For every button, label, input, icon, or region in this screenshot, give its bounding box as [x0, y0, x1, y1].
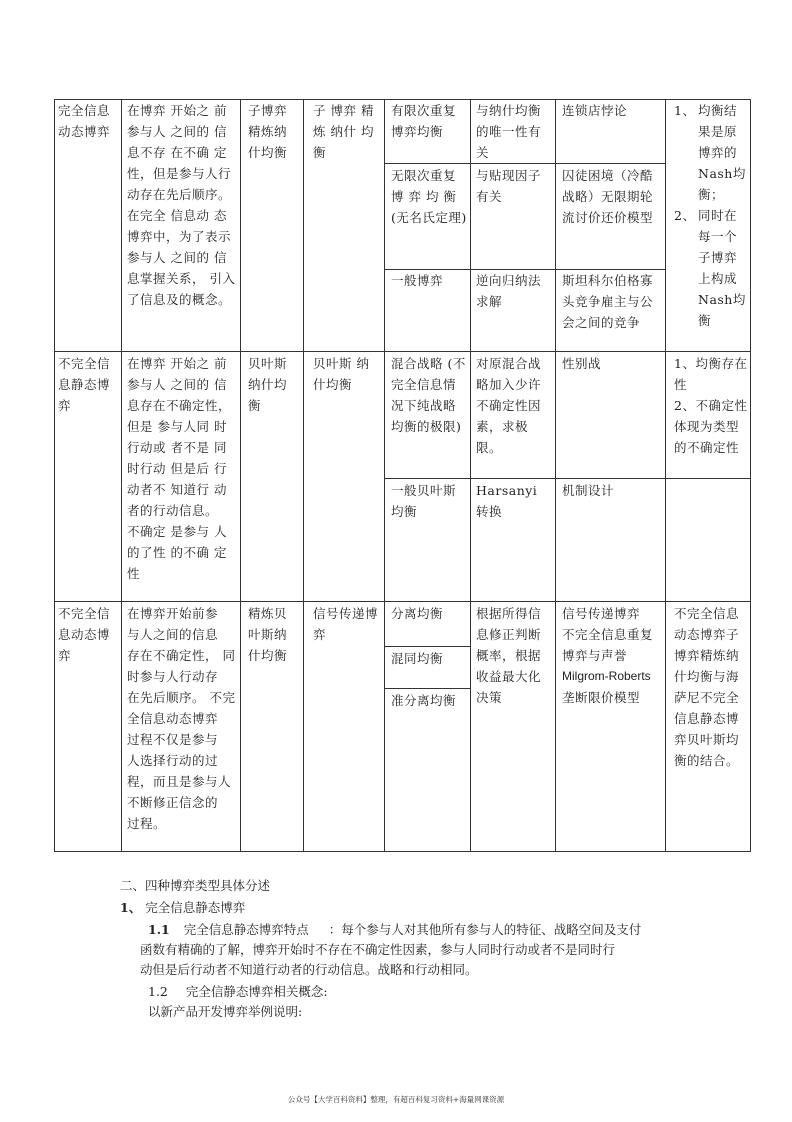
subtype-feature: 与贴现因子有关: [476, 168, 542, 204]
subtype-kind: 有限次重复博弈均衡: [391, 103, 457, 139]
desc-line: 不确定 是参与 人: [127, 524, 227, 539]
example-line: Milgrom-Roberts: [562, 669, 651, 683]
item-label: 完全信息静态博弈特点: [183, 922, 309, 937]
table-row-divider: [54, 351, 750, 352]
subtype-kind: 混同均衡: [391, 651, 444, 666]
desc-line: 时行动 但是后 行: [127, 461, 227, 476]
desc-line: 参与人 之间的 信: [127, 124, 227, 139]
subtype-kind: 混合战略 (不完全信息情况下纯战略均衡的极限): [391, 356, 466, 434]
example-intro: 以新产品开发博弈举例说明:: [148, 1004, 303, 1019]
equilibrium-full-name: 贝叶斯 纳什均衡: [313, 356, 370, 392]
page-footer: 公众号【大学百科资料】整理，有超百科复习资料+海量网课资源: [287, 1095, 505, 1104]
game-type-label: 不完全信息静态博弈: [58, 356, 111, 413]
desc-line: 息存在不确定性，: [127, 398, 232, 413]
desc-line: 在先后顺序。 不完: [127, 690, 236, 705]
desc-line: 程，而且是参与人: [127, 774, 232, 789]
subtype-example: 囚徒困境（冷酷战略）无限期轮流讨价还价模型: [562, 168, 654, 225]
desc-line: 在博弈 开始之 前: [127, 103, 227, 118]
table-col-line: [303, 99, 304, 852]
desc-line: 动存在先后顺序。: [127, 187, 232, 202]
subtype-feature: 逆向归纳法求解: [476, 273, 542, 309]
item-number: 1.2: [148, 984, 168, 999]
desc-line: 动者不 知道行 动: [127, 482, 227, 497]
desc-line: 了信息及的概念。: [127, 292, 232, 307]
game-type-description: [127, 100, 237, 310]
desc-line: 在博弈开始前参: [127, 606, 219, 621]
desc-line: 息掌握关系， 引入: [127, 271, 236, 286]
desc-line: 全信息动态博弈: [127, 711, 219, 726]
desc-line: 在完全 信息动 态: [127, 208, 227, 223]
desc-line: 但是 参与人同 时: [127, 419, 227, 434]
item-text: 完全信静态博弈相关概念:: [185, 984, 328, 999]
desc-line: 存在不确定性， 同: [127, 648, 236, 663]
note-text: 同时在每一个子博弈上构成Nash均衡: [698, 208, 746, 328]
section-heading: 二、四种博弈类型具体分述: [120, 878, 271, 893]
table-subrow-line: [665, 478, 750, 479]
desc-line: 者的行动信息。: [127, 503, 219, 518]
desc-line: 息不存 在不确 定: [127, 145, 227, 160]
game-type-description: [127, 353, 237, 584]
game-type-label: 完全信息动态博弈: [58, 103, 111, 139]
desc-line: 性，但是参与人行: [127, 166, 232, 181]
subtype-example: 机制设计: [562, 483, 615, 498]
example-line: 信号传递博弈: [562, 606, 641, 621]
desc-line: 性: [127, 566, 141, 581]
table-subrow-line: [384, 163, 665, 164]
table-col-line: [121, 99, 122, 852]
subtype-kind: 一般贝叶斯均衡: [391, 483, 457, 519]
item-1-1-text: 动但是后行动者不知道行动者的行动信息。战略和行动相同。: [140, 962, 478, 977]
subtype-kind: 无限次重复博 弈 均 衡 (无名氏定理): [391, 168, 467, 225]
desc-line: 人选择行动的过: [127, 753, 219, 768]
table-col-line: [384, 99, 385, 852]
table-subrow-line: [384, 646, 470, 647]
example-line: 不完全信息重复: [562, 627, 654, 642]
desc-line: 行动或 者不是 同: [127, 440, 227, 455]
table-col-line: [54, 99, 55, 852]
desc-line: 与人之间的信息: [127, 627, 219, 642]
desc-line: 参与人 之间的 信: [127, 377, 227, 392]
note-number: 2、: [674, 208, 696, 223]
subsection-number: 1、: [120, 900, 142, 915]
subtype-feature: 对原混合战略加入少许不确定性因素，求极限。: [476, 356, 542, 455]
note-number: 1、: [674, 103, 696, 118]
table-row-divider: [54, 601, 750, 602]
item-1-1: [148, 920, 648, 940]
desc-line: 不断修正信念的: [127, 795, 219, 810]
subtype-example: 斯坦科尔伯格寡头竞争雇主与公会之间的竞争: [562, 273, 654, 330]
note-text: 2、不确定性体现为类型的不确定性: [674, 398, 748, 455]
equilibrium-full-name: 信号传递博弈: [313, 606, 379, 642]
equilibrium-notes: 不完全信息动态博弈子博弈精炼纳什均衡与海萨尼不完全信息静态博弈贝叶斯均衡的结合。: [674, 606, 740, 768]
desc-line: 在博弈 开始之 前: [127, 356, 227, 371]
desc-line: 过程不仅是参与: [127, 732, 219, 747]
item-1-2: [148, 982, 328, 1002]
table-col-line: [555, 99, 556, 852]
equilibrium-name: 贝叶斯纳什均衡: [248, 356, 288, 413]
table-col-line: [750, 99, 751, 852]
subtype-kind: 准分离均衡: [391, 693, 457, 708]
item-1-1-text: 函数有精确的了解，博弈开始时不存在不确定性因素，参与人同时行动或者不是同时行: [140, 942, 616, 957]
desc-line: 博弈中，为了表示: [127, 229, 232, 244]
item-number: 1.1: [148, 922, 170, 937]
table-col-line: [665, 99, 666, 852]
equilibrium-notes: [674, 100, 748, 331]
desc-line: 时参与人行动存: [127, 669, 219, 684]
desc-line: 参与人 之间的 信: [127, 250, 227, 265]
table-col-line: [470, 99, 471, 852]
subtype-feature: 与纳什均衡的唯一性有关: [476, 103, 542, 160]
equilibrium-full-name: 子 博弈 精炼 纳什 均衡: [313, 103, 374, 160]
subtype-kind: 分离均衡: [391, 606, 444, 621]
desc-line: 过程。: [127, 816, 167, 831]
subtype-feature: Harsanyi 转换: [476, 483, 538, 519]
equilibrium-name: 精炼贝叶斯纳什均衡: [248, 606, 288, 663]
table-subrow-line: [384, 478, 665, 479]
subsection-heading: [120, 898, 245, 918]
subsection-title: 完全信息静态博弈: [145, 900, 246, 915]
table-col-line: [240, 99, 241, 852]
subtype-example: 连锁店悖论: [562, 103, 628, 118]
example-line: 垄断限价模型: [562, 690, 641, 705]
item-text: ：每个参与人对其他所有参与人的特征、战略空间及支付: [328, 922, 642, 937]
subtype-kind: 一般博弈: [391, 273, 444, 288]
subtype-feature: 根据所得信息修正判断概率，根据收益最大化决策: [476, 606, 542, 705]
note-text: 1、均衡存在性: [674, 356, 748, 392]
game-type-description: [127, 603, 237, 834]
subtype-example: [562, 603, 662, 708]
equilibrium-name: 子博弈精炼纳什均衡: [248, 103, 288, 160]
table-border-bottom: [54, 851, 750, 852]
note-text: 均衡结果是原博弈的Nash均衡；: [698, 103, 746, 202]
game-type-label: 不完全信息动态博弈: [58, 606, 111, 663]
desc-line: 的了性 的不确 定: [127, 545, 227, 560]
subtype-example: 性别战: [562, 356, 602, 371]
table-subrow-line: [384, 688, 470, 689]
example-line: 博弈与声誉: [562, 648, 628, 663]
equilibrium-notes: [674, 353, 748, 458]
